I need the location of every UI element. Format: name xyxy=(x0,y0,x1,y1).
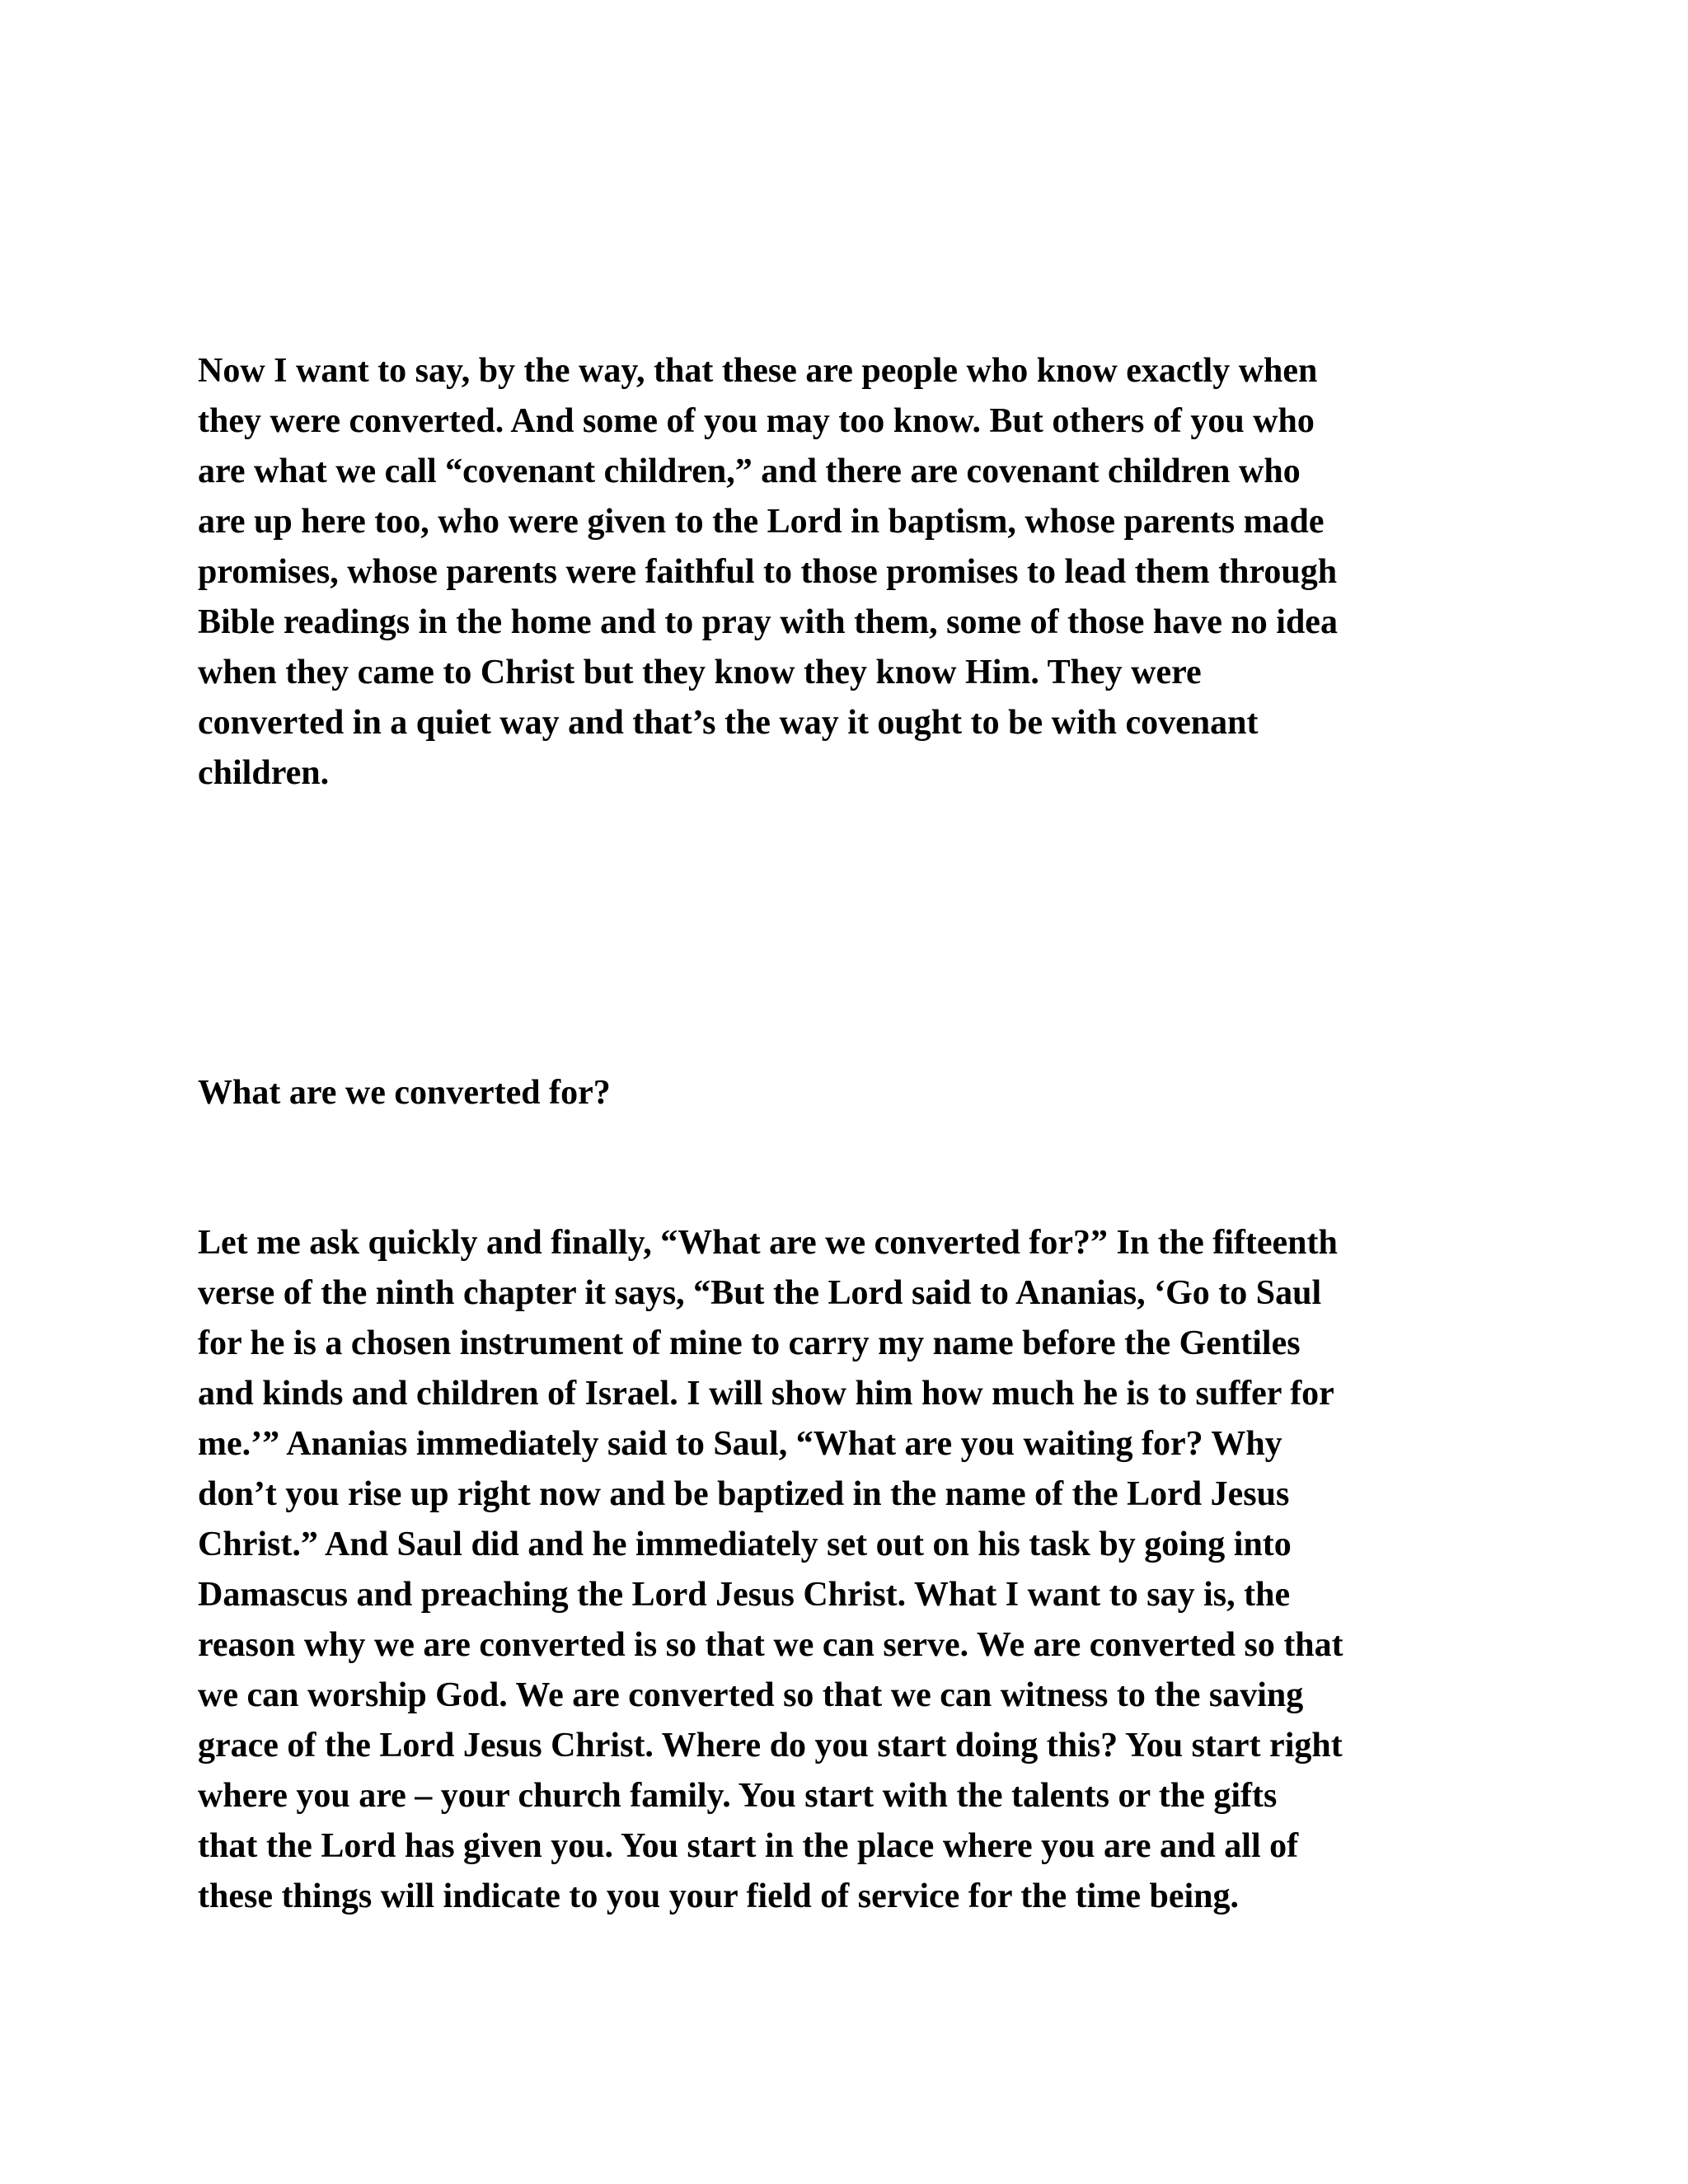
paragraph-line: Bible readings in the home and to pray with them, some of those have no idea xyxy=(198,603,1338,641)
paragraph-line: children. xyxy=(198,754,330,792)
paragraph-purpose-of-conversion xyxy=(198,1218,1484,1922)
paragraph-line: when they came to Christ but they know they know Him. They were xyxy=(198,654,1202,691)
paragraph-line: Christ.” And Saul did and he immediately set out on his task by going into xyxy=(198,1526,1292,1563)
paragraph-line: converted in a quiet way and that’s the way it ought to be with covenant xyxy=(198,704,1259,742)
paragraph-conversion-testimony xyxy=(198,346,1484,799)
paragraph-line: promises, whose parents were faithful to those promises to lead them through xyxy=(198,553,1338,591)
paragraph-line: they were converted. And some of you may too know. But others of you who xyxy=(198,402,1315,440)
paragraph-line: for he is a chosen instrument of mine to carry my name before the Gentiles xyxy=(198,1324,1301,1362)
paragraph-line: that the Lord has given you. You start in the place where you are and all of xyxy=(198,1827,1299,1865)
paragraph-line: don’t you rise up right now and be baptized in the name of the Lord Jesus xyxy=(198,1475,1290,1513)
paragraph-line: grace of the Lord Jesus Christ. Where do you start doing this? You start right xyxy=(198,1727,1343,1765)
paragraph-line: where you are – your church family. You start with the talents or the gifts xyxy=(198,1777,1278,1815)
paragraph-line: are what we call “covenant children,” and there are covenant children who xyxy=(198,452,1301,490)
paragraph-line: Let me ask quickly and finally, “What are we converted for?” In the fifteenth xyxy=(198,1224,1338,1262)
paragraph-line: are up here too, who were given to the Lord in baptism, whose parents made xyxy=(198,503,1325,541)
paragraph-line: we can worship God. We are converted so that we can witness to the saving xyxy=(198,1676,1304,1714)
paragraph-line: these things will indicate to you your field of service for the time being. xyxy=(198,1877,1239,1915)
paragraph-line: reason why we are converted is so that we can serve. We are converted so that xyxy=(198,1626,1343,1664)
heading-text: What are we converted for? xyxy=(198,1074,611,1112)
paragraph-line: and kinds and children of Israel. I will show him how much he is to suffer for xyxy=(198,1375,1334,1413)
section-heading xyxy=(198,1068,1484,1118)
paragraph-line: Damascus and preaching the Lord Jesus Christ. What I want to say is, the xyxy=(198,1576,1291,1614)
paragraph-line: verse of the ninth chapter it says, “But the Lord said to Ananias, ‘Go to Saul xyxy=(198,1274,1322,1312)
paragraph-line: Now I want to say, by the way, that these are people who know exactly when xyxy=(198,352,1318,390)
paragraph-line: me.’” Ananias immediately said to Saul, “What are you waiting for? Why xyxy=(198,1425,1282,1463)
